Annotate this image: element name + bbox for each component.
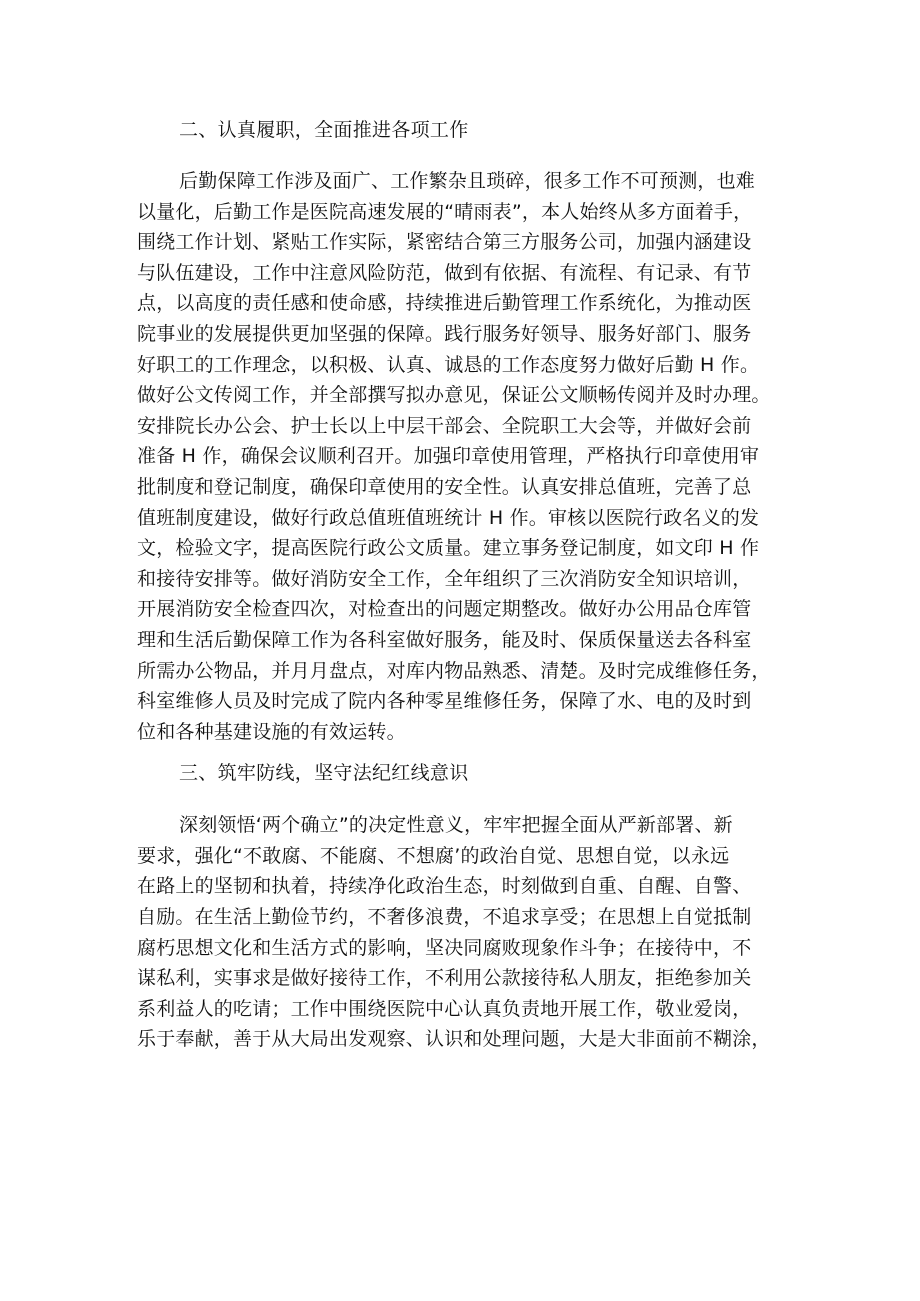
section-heading-2: 二、认真履职，全面推进各项工作 bbox=[179, 119, 469, 141]
section-3-paragraph bbox=[137, 810, 787, 1055]
paragraph-line: 系利益人的吃请；工作中围绕医院中心认真负责地开展工作，敬业爱岗， bbox=[137, 997, 752, 1020]
paragraph-line: 批制度和登记制度，确保印章使用的安全性。认真安排总值班，完善了总 bbox=[137, 475, 752, 498]
paragraph-line: 点，以高度的责任感和使命感，持续推进后勤管理工作系统化，为推动医 bbox=[137, 292, 752, 315]
paragraph-line: 自励。在生活上勤俭节约，不奢侈浪费，不追求享受；在思想上自觉抵制 bbox=[137, 906, 752, 929]
section-heading-3: 三、筑牢防线，坚守法纪红线意识 bbox=[179, 762, 469, 785]
paragraph-line: 好职工的工作理念，以积极、认真、诚恳的工作态度努力做好后勤 H 作。 bbox=[137, 353, 760, 376]
paragraph-line: 科室维修人员及时完成了院内各种零星维修任务，保障了水、电的及时到 bbox=[137, 690, 752, 713]
paragraph-line: 深刻领悟‘两个确立”的决定性意义，牢牢把握全面从严新部署、新 bbox=[179, 814, 733, 837]
paragraph-line: 做好公文传阅工作，并全部撰写拟办意见，保证公文顺畅传阅并及时办理。 bbox=[137, 384, 771, 407]
paragraph-line: 准备 H 作，确保会议顺利召开。加强印章使用管理，严格执行印章使用审 bbox=[137, 445, 760, 468]
paragraph-line: 理和生活后勤保障工作为各科室做好服务，能及时、保质保量送去各科室 bbox=[137, 628, 752, 651]
section-2-paragraph bbox=[137, 166, 787, 747]
paragraph-line: 开展消防安全检查四次，对检查出的问题定期整改。做好办公用品仓库管 bbox=[137, 598, 752, 621]
paragraph-line: 位和各种基建设施的有效运转。 bbox=[137, 720, 406, 743]
paragraph-line: 后勤保障工作涉及面广、工作繁杂且琐碎，很多工作不可预测，也难 bbox=[179, 170, 756, 192]
paragraph-line: 以量化，后勤工作是医院高速发展的“晴雨表”，本人始终从多方面着手， bbox=[137, 200, 753, 223]
paragraph-line: 乐于奉献，善于从大局出发观察、认识和处理问题，大是大非面前不糊涂， bbox=[137, 1028, 771, 1051]
paragraph-line: 安排院长办公会、护士长以上中层干部会、全院职工大会等，并做好会前 bbox=[137, 414, 752, 437]
paragraph-line: 谋私利，实事求是做好接待工作，不利用公款接待私人朋友，拒绝参加关 bbox=[137, 967, 752, 990]
paragraph-line: 文，检验文字，提高医院行政公文质量。建立事务登记制度，如文印 H 作 bbox=[137, 537, 760, 560]
paragraph-line: 要求，强化“不敢腐、不能腐、不想腐’的政治自觉、思想自觉，以永远 bbox=[137, 844, 730, 867]
paragraph-line: 值班制度建设，做好行政总值班值班统计 H 作。审核以医院行政名义的发 bbox=[137, 506, 760, 529]
paragraph-line: 在路上的坚韧和执着，持续净化政治生态，时刻做到自重、自醒、自警、 bbox=[137, 875, 752, 898]
paragraph-line: 与队伍建设，工作中注意风险防范，做到有依据、有流程、有记录、有节 bbox=[137, 261, 752, 284]
paragraph-line: 围绕工作计划、紧贴工作实际，紧密结合第三方服务公司，加强内涵建设 bbox=[137, 231, 752, 254]
paragraph-line: 腐朽思想文化和生活方式的影响，坚决同腐败现象作斗争；在接待中，不 bbox=[137, 936, 752, 959]
document-body bbox=[137, 114, 787, 1055]
paragraph-line: 所需办公物品，并月月盘点，对库内物品熟悉、清楚。及时完成维修任务， bbox=[137, 659, 771, 682]
paragraph-line: 院事业的发展提供更加坚强的保障。践行服务好领导、服务好部门、服务 bbox=[137, 322, 752, 345]
paragraph-line: 和接待安排等。做好消防安全工作，全年组织了三次消防安全知识培训， bbox=[137, 567, 752, 590]
